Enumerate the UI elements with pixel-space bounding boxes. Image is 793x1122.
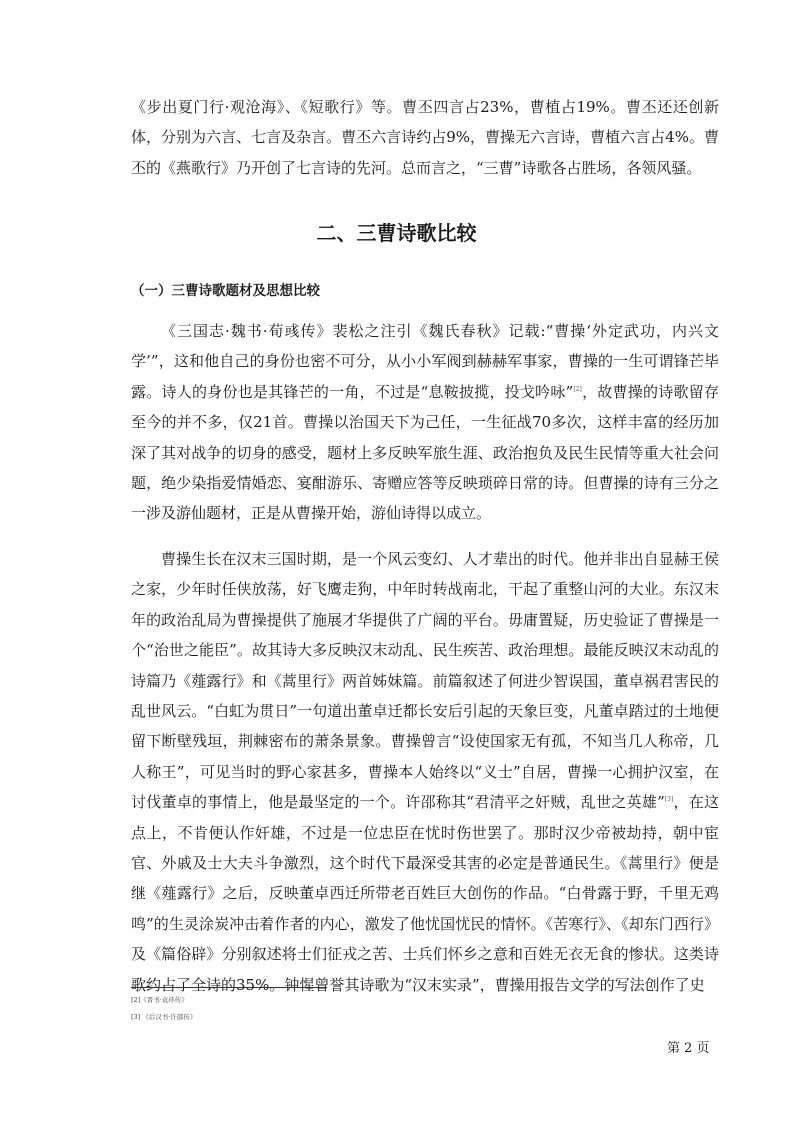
paragraph-1-text-b: ，故曹操的诗歌留存至今的并不多，仅21首。曹操以治国天下为己任，一生征战70多次，这样丰富的经历加深了其对战争的切身的感受，题材上多反映军旅生涯、政治抱负及民生民情等重大社会问题，绝少染指爱情婚恋、宴酣游乐、寄赠应答等反映琐碎日常的诗。但曹操的诗有三分之一涉及游仙题材，正是从曹操开始，游仙诗得以成立。	[131, 382, 719, 523]
intro-paragraph: 《步出夏门行·观沧海》、《短歌行》等。曹丕四言占23%，曹植占19%。曹丕还还创新体，分别为六言、七言及杂言。曹丕六言诗约占9%，曹操无六言诗，曹植六言占4%。曹丕的《燕歌行》乃开创了七言诗的先河。总而言之，“三曹”诗歌各占胜场，各领风骚。	[131, 98, 719, 177]
subsection-heading: （一）三曹诗歌题材及思想比较	[131, 283, 320, 299]
body-paragraph-1	[131, 316, 719, 529]
footnote-3: [3] 《后汉书·许邵传》	[131, 1013, 197, 1021]
paragraph-2-text-a: 曹操生长在汉末三国时期，是一个风云变幻、人才辈出的时代。他并非出自显赫王侯之家，少年时任侠放荡，好飞鹰走狗，中年时转战南北，干起了重整山河的大业。东汉末年的政治乱局为曹操提供了施展才华提供了广阔的平台。毋庸置疑，历史验证了曹操是一个“治世之能臣”。故其诗大多反映汉末动乱、民生疾苦、政治理想。最能反映汉末动乱的诗篇乃《薤露行》和《蒿里行》两首姊妹篇。前篇叙述了何进少智误国，董卓祸君害民的乱世风云。“白虹为贯日”一句道出董卓迁都长安后引起的天象巨变，凡董卓踏过的土地便留下断壁残垣，荆棘密布的萧条景象。曹操曾言“设使国家无有孤，不知当几人称帝，几人称王”，可见当时的野心家甚多，曹操本人始终以“义士”自居，曹操一心拥护汉室，在讨伐董卓的事情上，他是最坚定的一个。许邵称其“君清平之奸贼，乱世之英雄”	[131, 550, 719, 812]
footnote-ref-2[interactable]: [2]	[573, 385, 582, 393]
footnote-divider	[131, 987, 327, 988]
paragraph-1-text-a: 《三国志·魏书·荀彧传》裴松之注引《魏氏春秋》记载:“曹操‘外定武功，内兴文学’”，这和他自己的身份也密不可分，从小小军阀到赫赫军事家，曹操的一生可谓锋芒毕露。诗人的身份也是其锋芒的一角，不过是“息鞍披揽，投戈吟咏”	[131, 322, 719, 401]
footnote-ref-3[interactable]: [3]	[664, 796, 674, 804]
section-heading: 二、三曹诗歌比较	[316, 221, 477, 245]
paragraph-2-text-b: ，在这点上，不肯便认作奸雄，不过是一位忠臣在忧时伤世罢了。那时汉少帝被劫持，朝中宦官、外戚及士大夫斗争激烈，这个时代下最深受其害的必定是普通民生。《蒿里行》便是继《薤露行》之后，反映董卓西迁所带老百姓巨大创伤的作品。“白骨露于野，千里无鸡鸣”的生灵涂炭冲击着作者的内心，激发了他忧国忧民的情怀。《苦寒行》、《却东门西行》及《篇俗辟》分别叙述将士们征戎之苦、士兵们怀乡之意和百姓无衣无食的惨状。这类诗歌约占了全诗的35%。钟惺曾誉其诗歌为“汉末实录”，曹操用报告文学的写法创作了史	[131, 793, 719, 994]
body-paragraph-2	[131, 544, 719, 1000]
page-number: 第 2 页	[667, 1041, 710, 1056]
footnote-2: [2]《晋书·袁环传》	[131, 996, 188, 1004]
